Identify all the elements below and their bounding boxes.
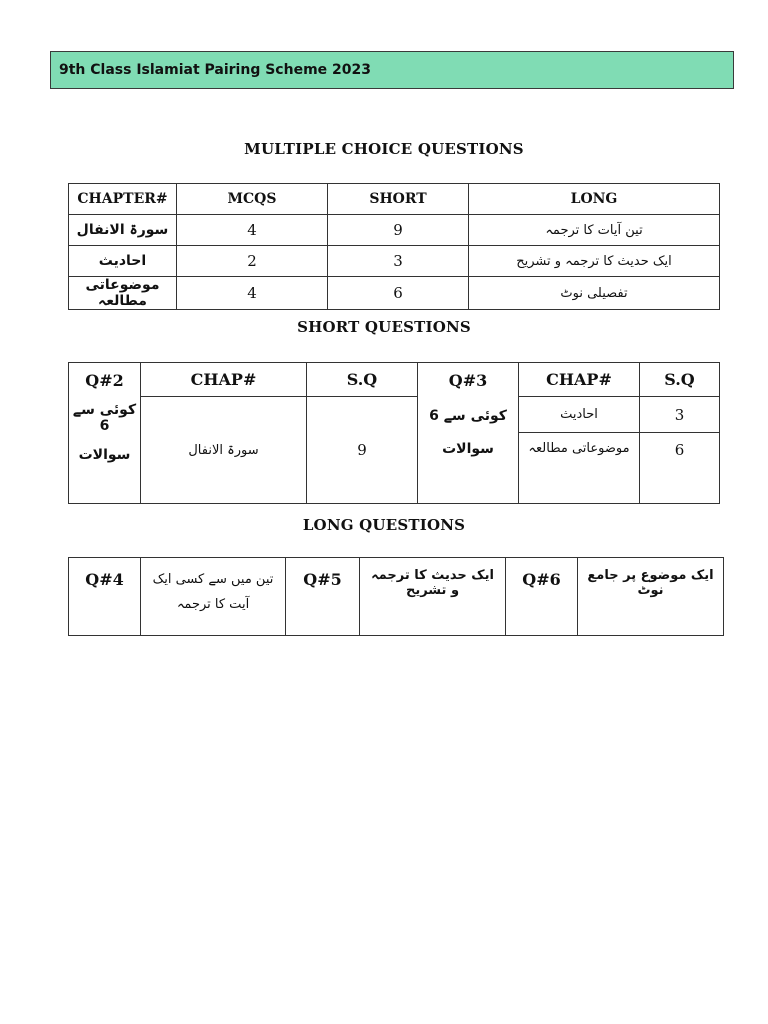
column-header: CHAPTER#	[69, 184, 177, 215]
table-header-row	[69, 363, 720, 397]
q3-chapter-cell: احادیث	[519, 397, 640, 433]
table-row	[69, 246, 720, 277]
column-header: S.Q	[307, 363, 418, 397]
long-heading: LONG QUESTIONS	[302, 516, 466, 534]
short-cell: 3	[328, 246, 469, 277]
long-table	[68, 557, 724, 636]
chapter-cell: موضوعاتی مطالعہ	[69, 277, 177, 310]
table-row	[69, 277, 720, 310]
q3-sq-cell: 6	[640, 433, 720, 504]
q6-label: Q#6	[506, 558, 578, 636]
mcq-table	[68, 183, 720, 310]
q2-cell	[69, 363, 141, 504]
long-cell: تفصیلی نوٹ	[469, 277, 720, 310]
chapter-cell: سورۃ الانفال	[69, 215, 177, 246]
column-header: S.Q	[640, 363, 720, 397]
table-row	[69, 215, 720, 246]
mcqs-cell: 2	[177, 246, 328, 277]
q3-chapter-cell: موضوعاتی مطالعہ	[519, 433, 640, 504]
column-header: SHORT	[328, 184, 469, 215]
short-heading: SHORT QUESTIONS	[297, 318, 471, 336]
table-row	[69, 558, 724, 636]
q2-chapter-cell: سورۃ الانفال	[141, 397, 307, 504]
q2-sq-cell: 9	[307, 397, 418, 504]
mcq-heading: MULTIPLE CHOICE QUESTIONS	[244, 140, 524, 158]
column-header: MCQS	[177, 184, 328, 215]
column-header: LONG	[469, 184, 720, 215]
short-cell: 6	[328, 277, 469, 310]
page-banner	[50, 51, 734, 89]
q5-label: Q#5	[286, 558, 360, 636]
mcqs-cell: 4	[177, 215, 328, 246]
chapter-cell: احادیث	[69, 246, 177, 277]
q5-text: ایک حدیث کا ترجمہ و تشریح	[360, 558, 506, 636]
q2-label: Q#2	[85, 371, 124, 390]
q2-line1: کوئی سے 6	[72, 402, 137, 435]
mcqs-cell: 4	[177, 277, 328, 310]
column-header: CHAP#	[519, 363, 640, 397]
q3-cell	[418, 363, 519, 504]
banner-title: 9th Class Islamiat Pairing Scheme 2023	[59, 62, 371, 78]
q3-label: Q#3	[448, 371, 488, 390]
q2-line2: سوالات	[78, 446, 131, 463]
short-cell: 9	[328, 215, 469, 246]
q3-sq-cell: 3	[640, 397, 720, 433]
short-table	[68, 362, 720, 504]
table-header-row	[69, 184, 720, 215]
q3-line2: سوالات	[442, 441, 494, 458]
table-row	[69, 397, 720, 433]
q3-line1: کوئی سے 6	[429, 407, 507, 424]
q4-label: Q#4	[69, 558, 141, 636]
column-header: CHAP#	[141, 363, 307, 397]
long-cell: ایک حدیث کا ترجمہ و تشریح	[469, 246, 720, 277]
q6-text: ایک موضوع پر جامع نوٹ	[578, 558, 724, 636]
long-cell: تین آیات کا ترجمہ	[469, 215, 720, 246]
q4-text: تین میں سے کسی ایک آیت کا ترجمہ	[141, 558, 286, 636]
